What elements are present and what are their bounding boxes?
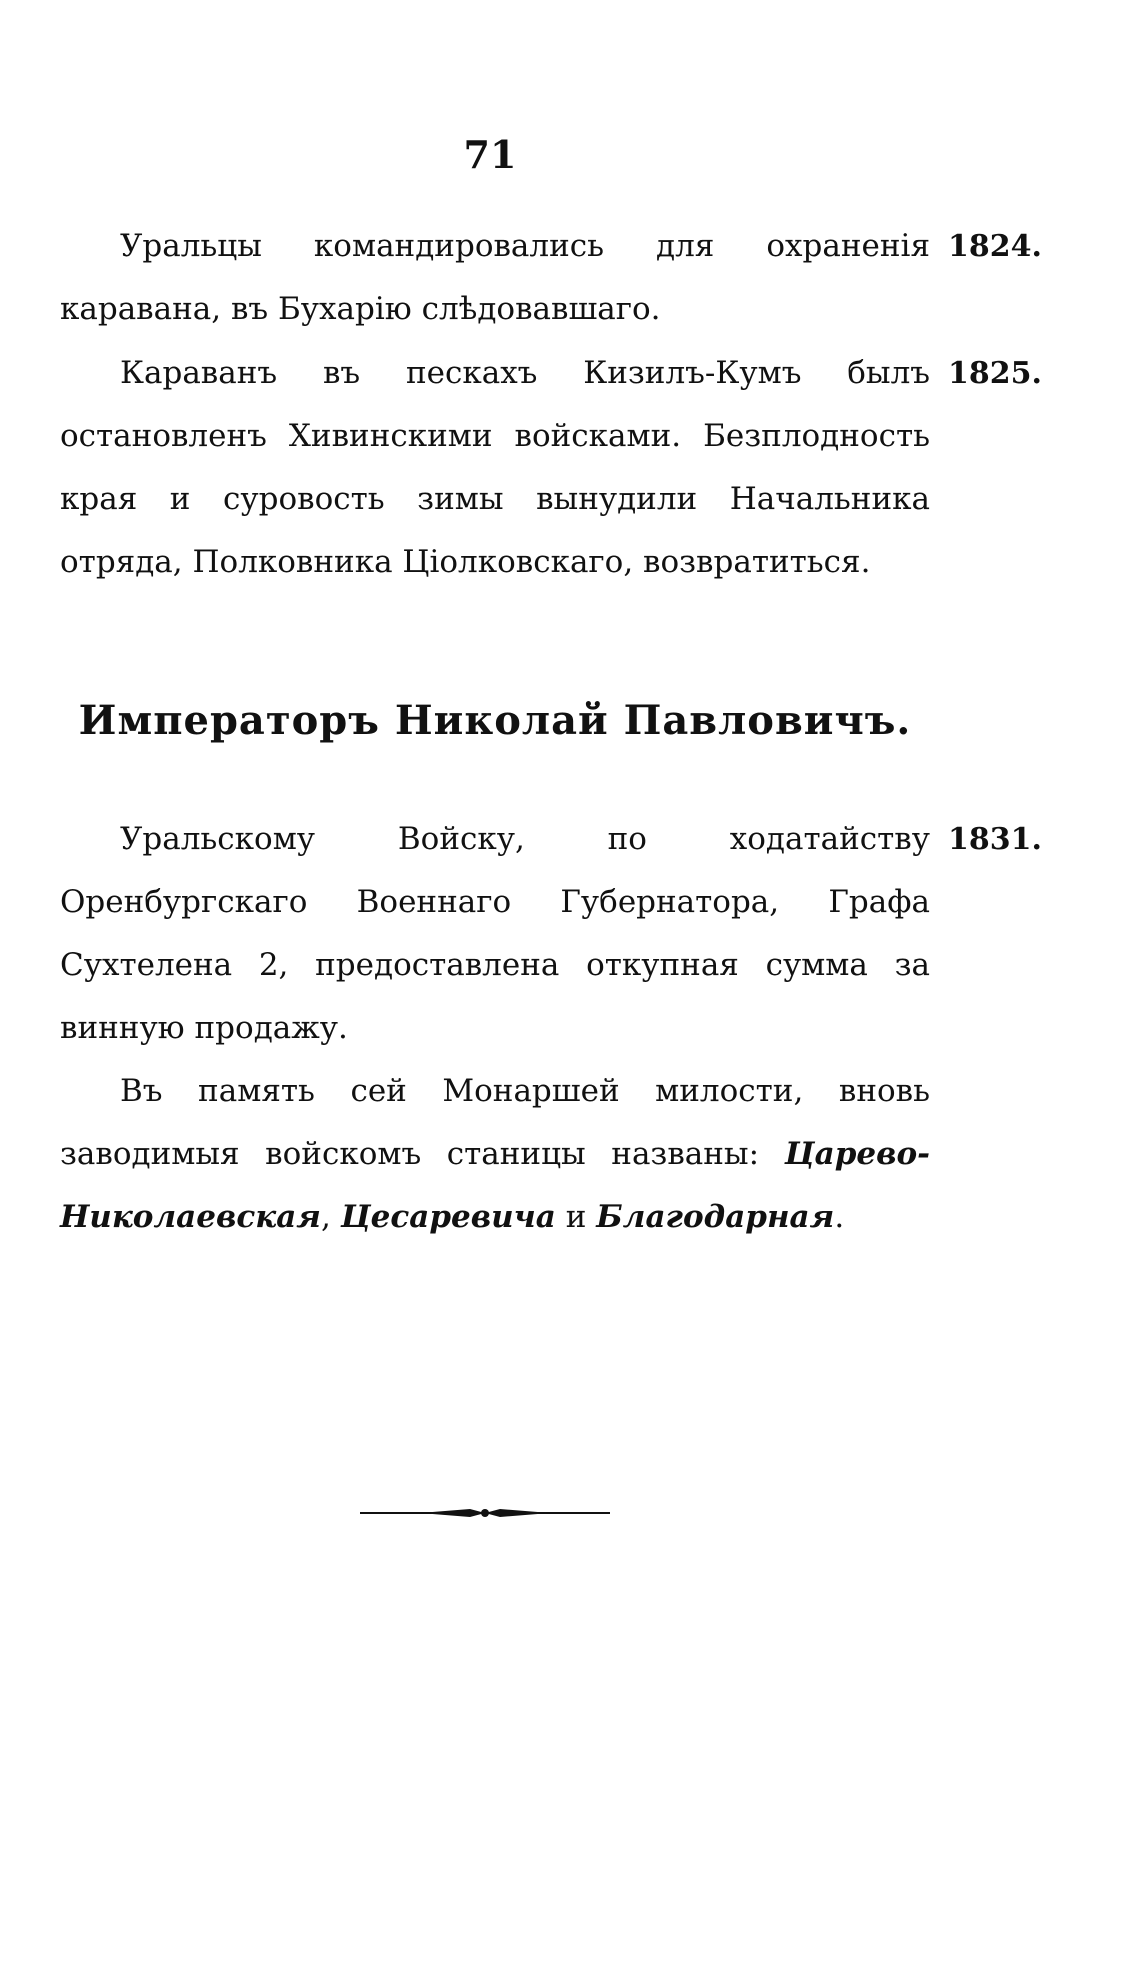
paragraph-1824	[60, 215, 930, 341]
closing-text: Въ память сей Монаршей милости, вновь заводимыя войскомъ станицы названы:	[60, 1073, 930, 1172]
year-marker: 1825.	[948, 356, 1042, 391]
stanitsa-name: Цесаревича	[340, 1199, 556, 1235]
conjunction: и	[565, 1199, 587, 1235]
page-number: 71	[463, 132, 517, 177]
stanitsa-name: Благодарная	[596, 1199, 835, 1235]
separator: ,	[320, 1199, 331, 1235]
stanitsa-name: Царево-Николаевская	[60, 1136, 930, 1235]
year-marker: 1831.	[948, 822, 1042, 857]
closing-paragraph	[60, 1060, 930, 1249]
paragraph-closing	[60, 1060, 930, 1249]
paragraph-text: Караванъ въ пескахъ Кизилъ-Кумъ былъ остановленъ Хивинскими войсками. Безплодность края и суровость зимы вынудили Начальника отряда, Полковника Ціолковскаго, возвратиться.	[60, 355, 930, 580]
section-heading: Императоръ Николай Павловичъ.	[78, 697, 912, 744]
paragraph-1825	[60, 342, 930, 594]
paragraph-text: Уральцы командировались для охраненія каравана, въ Бухарію слѣдовавшаго.	[60, 228, 930, 327]
ornament-divider	[360, 1507, 610, 1519]
paragraph-1831	[60, 808, 930, 1060]
end-punctuation: .	[834, 1199, 845, 1235]
year-marker: 1824.	[948, 229, 1042, 264]
paragraph-text: Уральскому Войску, по ходатайству Оренбургскаго Военнаго Губернатора, Графа Сухтелена 2, предоставлена откупная сумма за винную продажу.	[60, 821, 930, 1046]
